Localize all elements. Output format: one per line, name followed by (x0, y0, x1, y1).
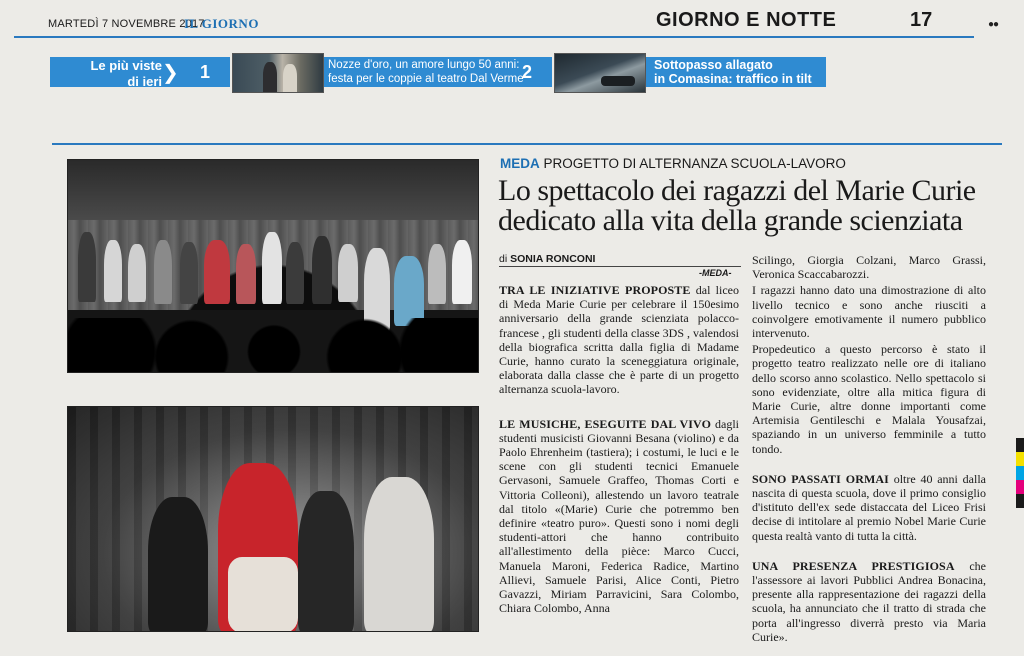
most-read-strip (14, 52, 974, 92)
paragraph-text: dal liceo di Meda Marie Curie per celebrare il 150esimo anniversario della grande scienziata polacco-francese , gli studenti della classe 3DS , valendosi della biografica scritta dalla figlia di Madame Curie, hanno curato la sceneggiatura originale, elaborata dalla classe che è parte di un progetto alternanza scuola-lavoro. (499, 283, 739, 397)
paper-name: IL GIORNO (184, 16, 259, 31)
section-title: GIORNO E NOTTE (656, 9, 837, 31)
chevron-right-icon: ❯ (162, 60, 179, 84)
kicker-place: MEDA (500, 156, 540, 171)
paragraph-text: Propedeutico a questo percorso è stato il progetto teatro realizzato nelle ore di italiano dello scorso anno scolastico. Nello spettacolo si sono evidenziate, oltre alla mitica figura di Marie Curie, altre donne importanti come Artemisia Gentileschi e Malala Yousafzai, spaziando in un universo femminile a tutto tondo. (752, 342, 986, 456)
top-rule (14, 36, 974, 38)
paragraph (499, 283, 739, 397)
kicker-topic: PROGETTO DI ALTERNANZA SCUOLA-LAVORO (543, 156, 846, 171)
article-headline: Lo spettacolo dei ragazzi del Marie Curie dedicato alla vita della grande scienziata (498, 174, 976, 237)
article-rule (52, 143, 1002, 145)
rank-1: 1 (200, 62, 211, 82)
paragraph (752, 342, 986, 456)
byline-rule (499, 266, 741, 267)
paragraph-text: oltre 40 anni dalla nascita di questa scuola, dove il primo consiglio d'istituto dell'ex sede distaccata del Liceo Frisi decise di intitolare al premio Nobel Marie Curie questa realtà vanto di tutta la città. (752, 471, 986, 543)
most-read-item-1[interactable] (328, 58, 524, 86)
thumbnail-1[interactable] (232, 53, 324, 93)
thumbnail-2[interactable] (554, 53, 646, 93)
paragraph (499, 417, 739, 616)
paragraph-lead: SONO PASSATI ORMAI (752, 471, 889, 486)
dateline: -MEDA- (699, 268, 732, 278)
most-read-label-line1: Le più viste (90, 58, 162, 73)
item-2-line2: in Comasina: traffico in tilt (654, 72, 812, 86)
stage-photo-curtain-call (67, 159, 479, 373)
paragraph-lead: UNA PRESENZA PRESTIGIOSA (752, 558, 955, 573)
paragraph-lead: LE MUSICHE, ESEGUITE DAL VIVO (499, 416, 712, 431)
registration-mark-magenta (1016, 480, 1024, 494)
kicker (500, 156, 846, 171)
issue-date: MARTEDÌ 7 NOVEMBRE 2017 (48, 18, 205, 30)
rank-2: 2 (522, 62, 533, 82)
byline-author: SONIA RONCONI (510, 253, 596, 265)
registration-mark-black (1016, 438, 1024, 452)
paragraph-text: I ragazzi hanno dato una dimostrazione di alto livello tecnico e sono anche riusciti a coinvolgere emotivamente il numero pubblico intervenuto. (752, 283, 986, 341)
byline-prefix: di (499, 253, 508, 265)
paragraph (752, 472, 986, 543)
most-read-label-line2: di ieri (127, 74, 162, 89)
registration-mark-black-2 (1016, 494, 1024, 508)
article-column-1 (499, 283, 739, 621)
paragraph (752, 253, 986, 281)
paragraph-text: che l'assessore ai lavori Pubblici Andrea Bonacina, presente alla rappresentazione dei ragazzi della scuola, ha annunciato che il tratto di strada che porta all'ingresso diverrà presto via Maria Curie». (752, 558, 986, 644)
most-read-item-2[interactable] (654, 58, 812, 86)
registration-mark-yellow (1016, 452, 1024, 466)
article-column-2 (752, 253, 986, 650)
paragraph (752, 559, 986, 644)
most-read-label (52, 59, 162, 89)
stage-photo-scene (67, 406, 479, 632)
registration-mark-cyan (1016, 466, 1024, 480)
item-1-line2: festa per le coppie al teatro Dal Verme (328, 73, 524, 85)
item-2-line1: Sottopasso allagato (654, 58, 773, 72)
paragraph-text: dagli studenti musicisti Giovanni Besana (violino) e da Paolo Ehrenheim (tastiera); i costumi, le luci e le scene con gli studenti tecnici Emanuele Gervasoni, Samuele Graffeo, Thomas Corti e Vittoria Colleoni), allestendo un lavoro teatrale dal titolo «(Marie) Curie che potremmo ben definire «teatro puro». Questi sono i nomi degli studenti-attori che hanno contribuito all'allestimento della pièce: Marco Cucci, Manuela Maroni, Federica Radice, Martino Allievi, Samuele Parisi, Alice Conti, Pietro Gavazzi, Miriam Parravicini, Sara Colombo, Chiara Colombo, Anna (499, 416, 739, 616)
masthead (48, 8, 999, 38)
paragraph-text: Scilingo, Giorgia Colzani, Marco Grassi, Veronica Scaccabarozzi. (752, 253, 986, 282)
item-1-line1: Nozze d'oro, un amore lungo 50 anni: (328, 59, 520, 71)
dots-icon: ●● (988, 19, 999, 30)
page-number: 17 (910, 9, 933, 31)
byline (499, 253, 595, 265)
paragraph-lead: TRA LE INIZIATIVE PROPOSTE (499, 283, 691, 297)
paragraph (752, 283, 986, 340)
